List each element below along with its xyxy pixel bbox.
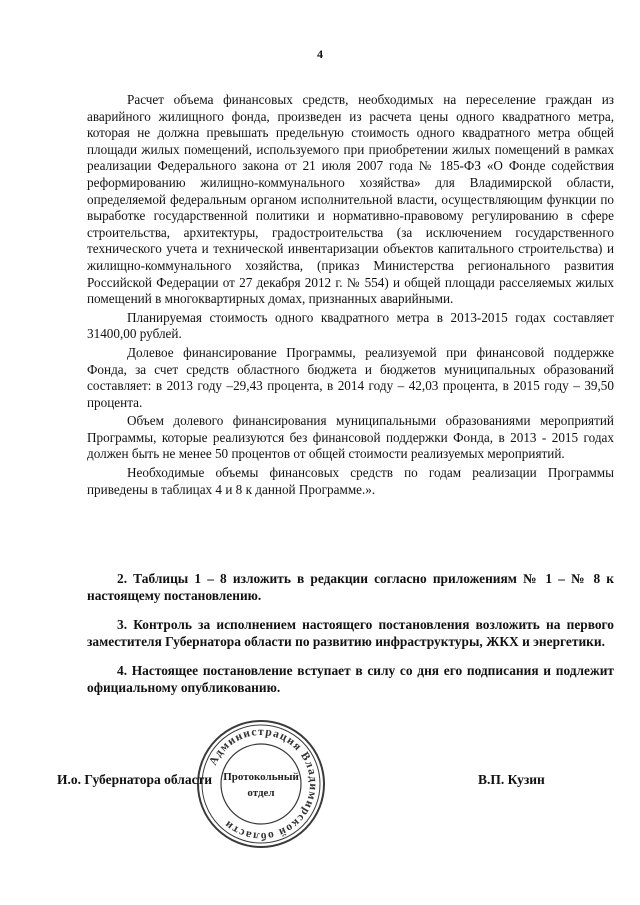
resolution-item-4: 4. Настоящее постановление вступает в силу со дня его подписания и подлежит официальному опубликованию. [87,663,614,695]
resolution-items [87,570,614,708]
svg-text:Администрация Владимирской обл [207,726,319,842]
signature-position: И.о. Губернатора области [57,772,212,787]
paragraph-calculation: Расчет объема финансовых средств, необходимых на переселение граждан из аварийного жилищного фонда, произведен из расчета цены одного квадратного метра, которая не должна превышать предельную стоимость одного квадратного метра общей площади жилых помещений, используемого при приобретении жилых помещений в рамках реализации Федерального закона от 21 июля 2007 года № 185-ФЗ «О Фонде содействия реформированию жилищно-коммунального хозяйства» для Владимирской области, определяемой федеральным органом исполнительной власти, осуществляющим функции по выработке государственной политики и нормативно-правовому регулированию в сфере строительства, архитектуры, градостроительства (за исключением государственного технического учета и технической инвентаризации объектов капитального строительства) и жилищно-коммунального хозяйства, (приказ Министерства регионального развития Российской Федерации от 27 декабря 2012 г. № 554) и общей площади расселяемых жилых помещений в многоквартирных домах, признанных аварийными. [87,92,614,307]
paragraph-shared-financing: Долевое финансирование Программы, реализуемой при финансовой поддержке Фонда, за счет средств областного бюджета и бюджетов муниципальных образований составляет: в 2013 году –29,43 процента, в 2014 году – 42,03 процента, в 2015 году – 39,50 процента. [87,344,614,410]
paragraph-municipal-financing: Объем долевого финансирования муниципальными образованиями мероприятий Программы, которые реализуются без финансовой поддержки Фонда, в 2013 - 2015 годах должен быть не менее 50 процентов от общей стоимости реализуемых мероприятий. [87,413,614,462]
seal-center-line2: отдел [247,787,275,799]
page-number: 4 [317,47,323,61]
resolution-item-2: 2. Таблицы 1 – 8 изложить в редакции согласно приложениям № 1 – № 8 к настоящему постановлению. [87,571,614,603]
seal-center-line1: Протокольный [223,771,299,783]
signature-name: В.П. Кузин [478,772,545,787]
seal-ring-text: Администрация Владимирской области [207,725,320,843]
paragraph-planned-cost: Планируемая стоимость одного квадратного метра в 2013-2015 годах составляет 31400,00 рублей. [87,309,614,342]
official-seal [195,718,327,850]
resolution-item-3: 3. Контроль за исполнением настоящего постановления возложить на первого заместителя Губернатора области по развитию инфраструктуры, ЖКХ и энергетики. [87,617,614,649]
body-text [87,92,614,498]
paragraph-required-volumes: Необходимые объемы финансовых средств по годам реализации Программы приведены в таблицах 4 и 8 к данной Программе.». [87,465,614,497]
